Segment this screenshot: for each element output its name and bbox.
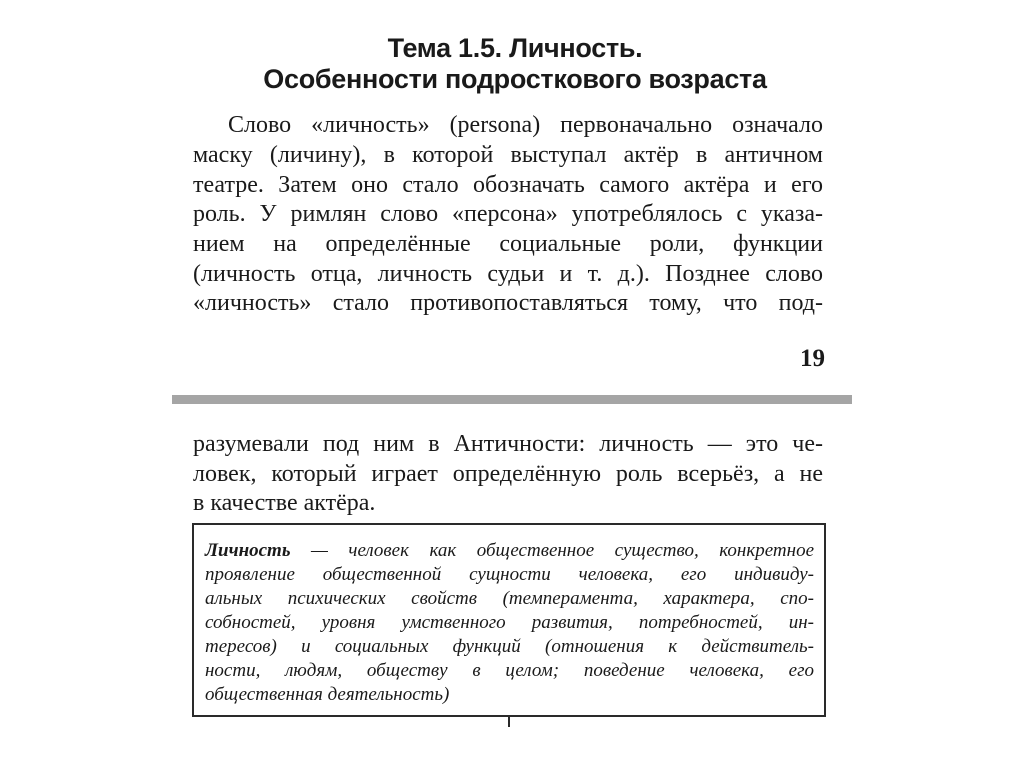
definition-line: общественная деятельность) [205,684,450,705]
definition-line: ности, людям, обществу в целом; поведение человека, его [205,660,814,681]
page-number: 19 [800,345,825,372]
definition-line: собностей, уровня умственного развития, потребностей, ин- [205,612,814,633]
paragraph-bottom-line: ловек, который играет определённую роль всерьёз, а не [193,461,823,487]
paragraph-top-line: роль. У римлян слово «персона» употреблялось с указа- [193,201,823,227]
paragraph-top-line: театре. Затем оно стало обозначать самого актёра и его [193,172,823,198]
definition-term: Личность [205,540,291,561]
definition-line: тересов) и социальных функций (отношения к действитель- [205,636,814,657]
definition-text: — человек как общественное существо, конкретное [290,540,814,561]
heading-topic: Тема 1.5. Личность. [387,33,643,63]
definition-box [192,523,826,717]
paragraph-top-line: нием на определённые социальные роли, функции [193,231,823,257]
page-divider [172,395,852,404]
paragraph-top-line: Слово «личность» (persona) первоначально означало [228,112,823,138]
paragraph-top-line: маску (личину), в которой выступал актёр в античном [193,142,823,168]
paragraph-top-line: (личность отца, личность судьи и т. д.). Позднее слово [193,261,823,287]
definition-line [205,539,814,563]
definition-line: альных психических свойств (темперамента, характера, спо- [205,588,814,609]
definition-line: проявление общественной сущности человека, его индивиду- [205,564,814,585]
paragraph-top-line: «личность» стало противопоставляться тому, что под- [193,290,823,316]
paragraph-bottom-line: в качестве актёра. [193,490,376,516]
heading-subtitle: Особенности подросткового возраста [263,64,767,94]
paragraph-bottom-line: разумевали под ним в Античности: личность — это че- [193,431,823,457]
box-edge-mark [508,717,510,727]
